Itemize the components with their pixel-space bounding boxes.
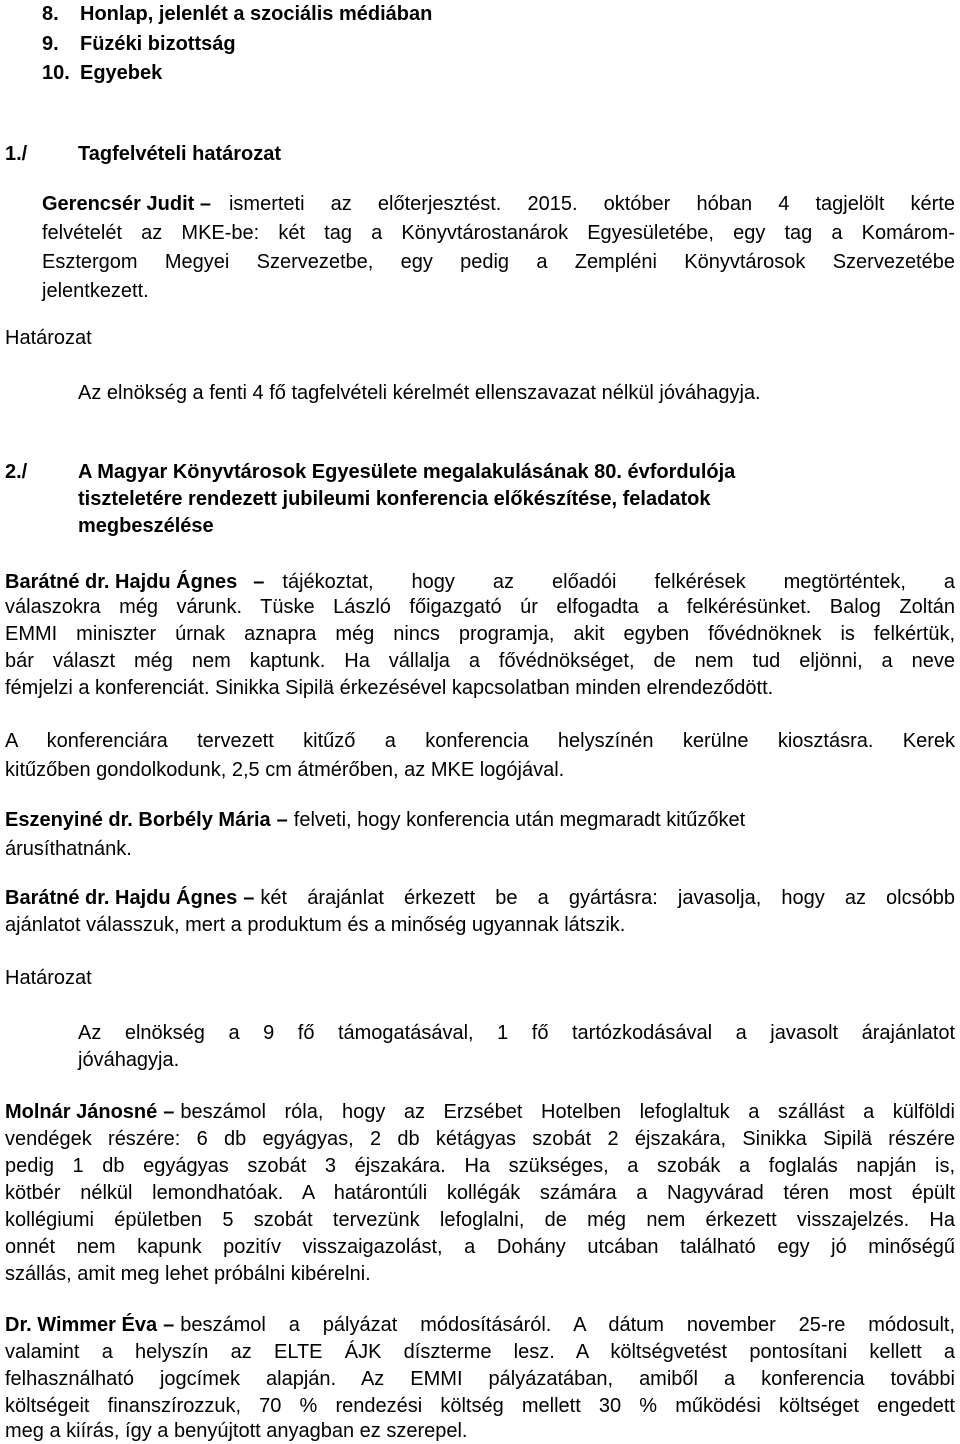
agenda-item	[42, 32, 236, 56]
section-number: 1./	[5, 143, 28, 165]
paragraph-line: Esztergom Megyei Szervezetbe, egy pedig a Zempléni Könyvtárosok Szervezetébe	[42, 251, 955, 273]
paragraph-line: A konferenciára tervezett kitűző a konferencia helyszínén kerülne kiosztásra. Kerek	[5, 730, 955, 752]
paragraph-line: meg a kiírás, így a benyújtott anyagban ez szerepel.	[5, 1420, 468, 1442]
section-title: tiszteletére rendezett jubileumi konferencia előkészítése, feladatok	[78, 488, 711, 510]
paragraph-line	[5, 1100, 955, 1124]
decision-label: Határozat	[5, 967, 92, 989]
paragraph-line: felvételét az MKE-be: két tag a Könyvtárostanárok Egyesületébe, egy tag a Komárom-	[42, 222, 955, 244]
agenda-text: Egyebek	[80, 62, 163, 84]
dash: –	[199, 193, 211, 215]
agenda-number: 8.	[42, 3, 59, 25]
paragraph-text: beszámol a pályázat módosításáról. A dátum november 25-re módosult,	[180, 1314, 955, 1336]
agenda-number: 10.	[42, 62, 70, 84]
speaker-name: Barátné dr. Hajdu Ágnes	[5, 887, 238, 909]
dash: –	[276, 809, 288, 831]
speaker-name: Dr. Wimmer Éva	[5, 1314, 158, 1336]
paragraph-line: jelentkezett.	[42, 280, 149, 302]
paragraph-text: ismerteti az előterjesztést. 2015. október hóban 4 tagjelölt kérte	[228, 193, 955, 215]
paragraph-line: költségeit finanszírozzuk, 70 % rendezési költség mellett 30 % működési költséget engedett	[5, 1395, 955, 1417]
section-title: Tagfelvételi határozat	[78, 143, 282, 165]
paragraph-text: beszámol róla, hogy az Erzsébet Hotelben lefoglaltuk a szállást a külföldi	[180, 1101, 955, 1123]
dash: –	[163, 1101, 175, 1123]
paragraph-text: két árajánlat érkezett be a gyártásra: javasolja, hogy az olcsóbb	[260, 887, 955, 909]
agenda-item	[42, 61, 163, 85]
paragraph-line: vendégek részére: 6 db egyágyas, 2 db kétágyas szobát 2 éjszakára, Sinikka Sipilä részére	[5, 1128, 955, 1150]
section-title: megbeszélése	[78, 515, 214, 537]
paragraph-line: fémjelzi a konferenciát. Sinikka Sipilä érkezésével kapcsolatban minden elrendeződött.	[5, 677, 774, 699]
speaker-name: Gerencsér Judit	[42, 193, 195, 215]
section-heading	[5, 142, 282, 166]
section-number: 2./	[5, 461, 28, 483]
paragraph-line: pedig 1 db egyágyas szobát 3 éjszakára. Ha szükséges, a szobák a foglalás napján is,	[5, 1155, 955, 1177]
paragraph-line: árusíthatnánk.	[5, 838, 132, 860]
paragraph-line: onnét nem kapunk pozitív visszaigazolást, a Dohány utcában található egy jó minőségű	[5, 1236, 955, 1258]
paragraph-text: tájékoztat, hogy az előadói felkérések megtörténtek, a	[282, 571, 955, 593]
agenda-text: Honlap, jelenlét a szociális médiában	[80, 3, 433, 25]
paragraph-line: szállás, amit meg lehet próbálni kibérelni.	[5, 1263, 371, 1285]
dash: –	[253, 571, 265, 593]
speaker-name: Molnár Jánosné	[5, 1101, 158, 1123]
dash: –	[243, 887, 255, 909]
agenda-text: Füzéki bizottság	[80, 33, 236, 55]
decision-label: Határozat	[5, 327, 92, 349]
paragraph-line: kötbér nélkül lemondhatóak. A határontúli kollégák számára a Nagyvárad téren most épült	[5, 1182, 955, 1204]
dash: –	[163, 1314, 175, 1336]
decision-text: jóváhagyja.	[78, 1049, 180, 1071]
paragraph-text: felveti, hogy konferencia után megmaradt kitűzőket	[293, 809, 746, 831]
paragraph-line	[5, 1313, 955, 1337]
paragraph-line	[42, 192, 955, 216]
paragraph-line: kitűzőben gondolkodunk, 2,5 cm átmérőben, az MKE logójával.	[5, 759, 565, 781]
agenda-item	[42, 2, 433, 26]
paragraph-line: kollégiumi épületben 5 szobát tervezünk lefoglalni, de még nem érkezett visszajelzés. Ha	[5, 1209, 955, 1231]
paragraph-line: EMMI miniszter úrnak aznapra még nincs programja, akit egyben fővédnöknek is felkértük,	[5, 623, 955, 645]
decision-text: Az elnökség a 9 fő támogatásával, 1 fő tartózkodásával a javasolt árajánlatot	[78, 1022, 955, 1044]
agenda-number: 9.	[42, 33, 59, 55]
speaker-name: Barátné dr. Hajdu Ágnes	[5, 571, 238, 593]
paragraph-line	[5, 886, 955, 910]
paragraph-line	[5, 808, 745, 832]
paragraph-line	[5, 570, 955, 594]
decision-text: Az elnökség a fenti 4 fő tagfelvételi kérelmét ellenszavazat nélkül jóváhagyja.	[78, 382, 761, 404]
paragraph-line: válaszokra még várunk. Tüske László főigazgató úr elfogadta a felkérésünket. Balog Zoltán	[5, 596, 955, 618]
paragraph-line: bár választ még nem kaptunk. Ha vállalja a fővédnökséget, de nem tud eljönni, a neve	[5, 650, 955, 672]
paragraph-line: felhasználható jogcímek alapján. Az EMMI pályázatában, amiből a konferencia további	[5, 1368, 955, 1390]
speaker-name: Eszenyiné dr. Borbély Mária	[5, 809, 271, 831]
paragraph-line: ajánlatot válasszuk, mert a produktum és a minőség ugyannak látszik.	[5, 914, 626, 936]
paragraph-line: valamint a helyszín az ELTE ÁJK díszterme lesz. A költségvetést pontosítani kellett a	[5, 1341, 955, 1363]
section-title: A Magyar Könyvtárosok Egyesülete megalakulásának 80. évfordulója	[78, 461, 736, 483]
